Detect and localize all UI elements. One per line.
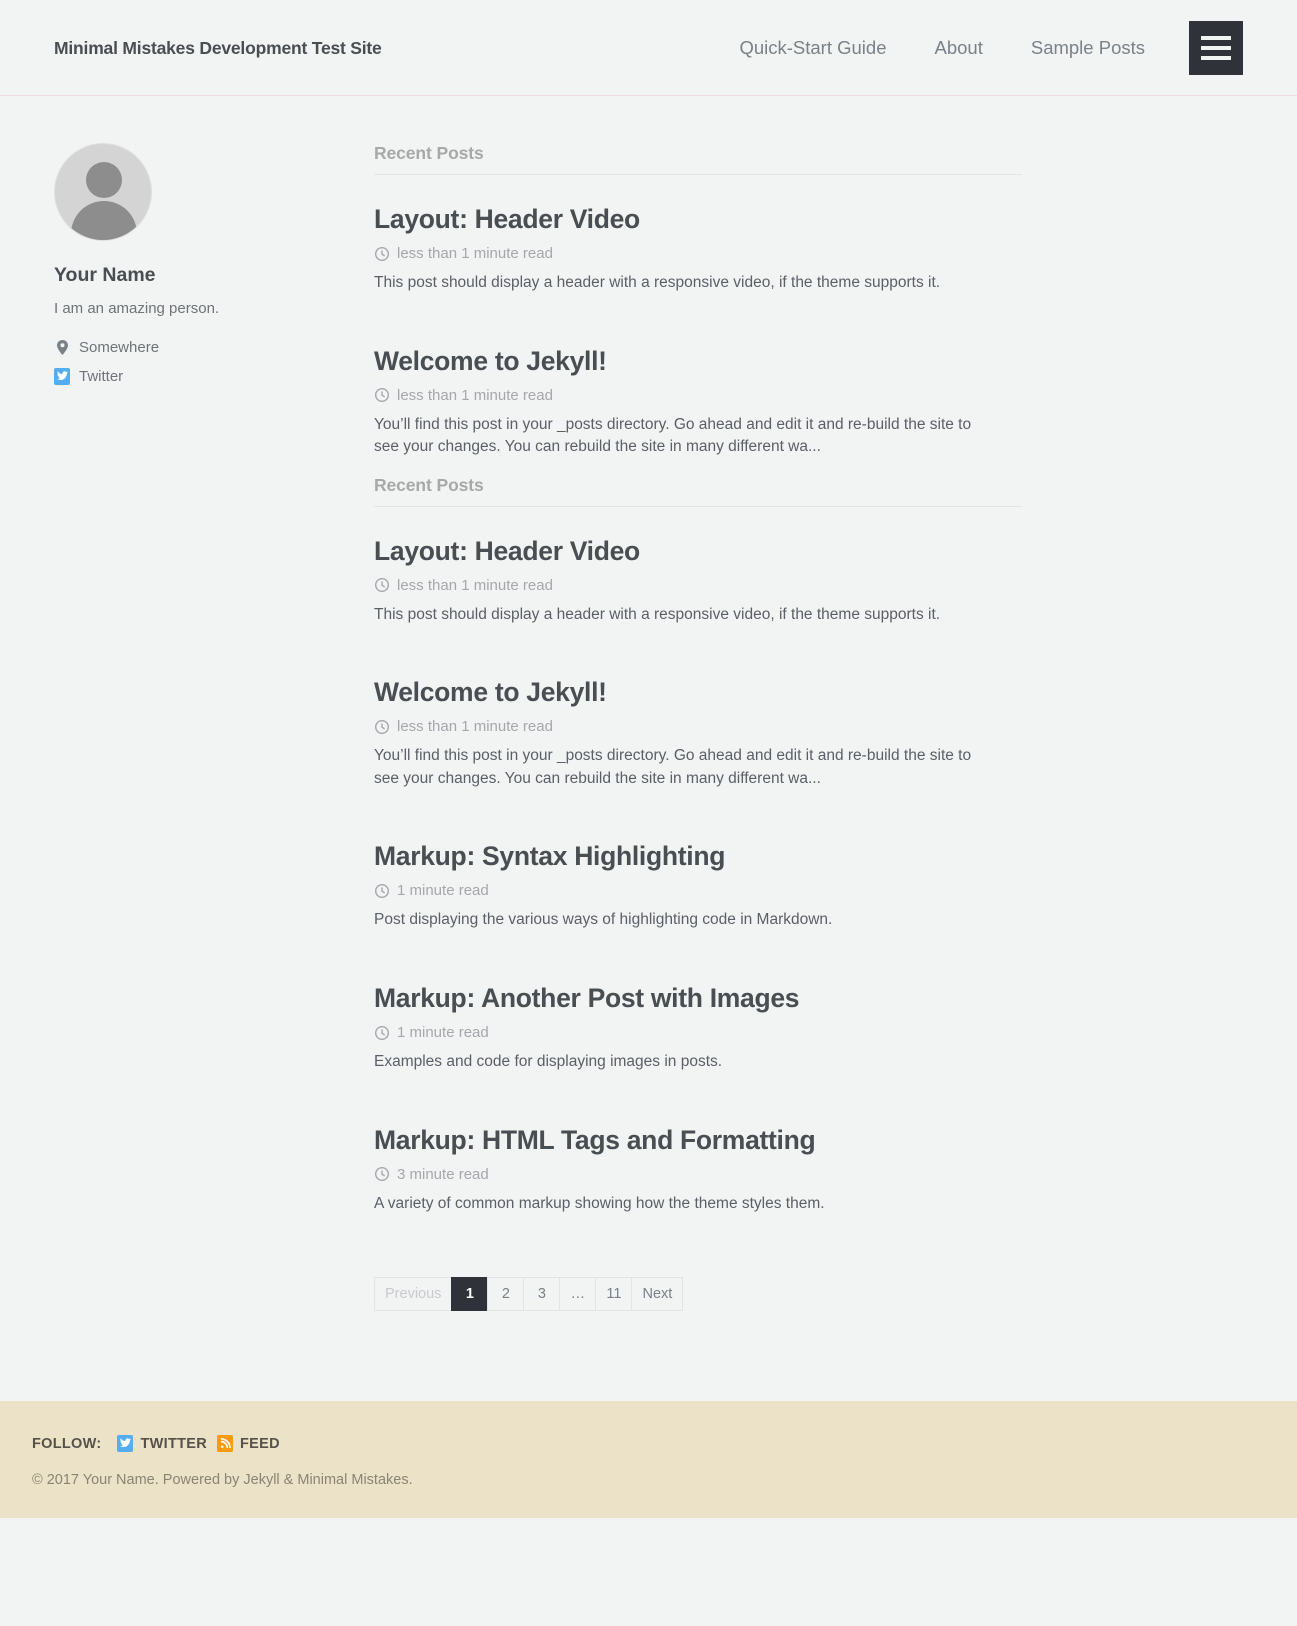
post-list-item [374,175,1022,295]
post-title[interactable] [374,982,1022,1015]
post-title-link[interactable]: Welcome to Jekyll! [374,345,607,376]
post-title[interactable] [374,203,1022,236]
footer-follow-row [32,1435,1285,1452]
avatar-body [71,201,137,241]
twitter-icon [117,1435,133,1452]
avatar-placeholder-icon [54,143,152,241]
post-meta [374,718,1022,735]
section-title-recent-posts-1: Recent Posts [374,143,484,163]
post-meta [374,1024,1022,1041]
hamburger-menu-icon[interactable] [1189,21,1243,75]
hamburger-bar [1201,46,1231,50]
primary-nav [715,37,1169,59]
footer-link-twitter[interactable] [117,1435,207,1452]
site-title[interactable]: Minimal Mistakes Development Test Site [54,37,382,58]
post-read-time: 1 minute read [397,882,489,900]
nav-item-about[interactable]: About [934,37,983,58]
clock-icon [374,388,390,402]
post-read-time: less than 1 minute read [397,245,553,263]
pagination-page-3[interactable]: 3 [523,1277,559,1311]
main-content [342,96,1022,1401]
pagination-previous: Previous [374,1277,451,1311]
post-list-item [374,812,1022,932]
post-title[interactable] [374,1124,1022,1157]
post-meta [374,577,1022,594]
location-pin-icon [54,340,70,355]
post-title[interactable] [374,345,1022,378]
post-read-time: less than 1 minute read [397,576,553,594]
post-title[interactable] [374,676,1022,709]
post-excerpt: A variety of common markup showing how the theme styles them. [374,1194,825,1212]
post-meta [374,1166,1022,1183]
post-meta [374,387,1022,404]
post-list-item [374,317,1022,459]
footer-link-feed[interactable] [217,1435,280,1452]
nav-item-sample-posts[interactable]: Sample Posts [1030,37,1145,58]
post-list-item [374,954,1022,1074]
post-read-time: less than 1 minute read [397,718,553,736]
post-title[interactable] [374,840,1022,873]
author-twitter[interactable] [54,368,342,385]
post-title[interactable] [374,535,1022,568]
clock-icon [374,720,390,734]
post-title-link[interactable]: Layout: Header Video [374,204,640,234]
author-location-label: Somewhere [79,339,160,356]
post-excerpt: Post displaying the various ways of highlighting code in Markdown. [374,911,833,929]
avatar-head [86,162,122,198]
post-read-time: 1 minute read [397,1024,489,1042]
post-read-time: 3 minute read [397,1165,489,1183]
post-title-link[interactable]: Markup: Syntax Highlighting [374,841,726,872]
clock-icon [374,884,390,898]
footer-link-feed-label: FEED [240,1435,280,1452]
clock-icon [374,1026,390,1040]
masthead [0,0,1297,96]
clock-icon [374,578,390,592]
page-wrap [22,96,1275,1401]
author-twitter-label[interactable]: Twitter [79,368,124,385]
rss-feed-icon [217,1435,233,1452]
footer-link-twitter-label: TWITTER [140,1435,208,1452]
post-title-link[interactable]: Markup: HTML Tags and Formatting [374,1124,816,1155]
hamburger-bar [1201,36,1231,40]
author-name: Your Name [54,264,156,286]
follow-label: FOLLOW: [32,1435,102,1452]
pagination-page-2[interactable]: 2 [487,1277,523,1311]
post-excerpt: You’ll find this post in your _posts directory. Go ahead and edit it and re-build the site to see your changes. You can rebuild the site in many different wa... [374,415,972,456]
pagination-page-11[interactable]: 11 [595,1277,631,1311]
nav-item-quick-start-guide[interactable]: Quick-Start Guide [739,37,887,58]
author-bio: I am an amazing person. [54,300,220,317]
author-meta-list [54,339,342,385]
pagination [374,1277,1022,1311]
post-list-item [374,1096,1022,1216]
post-title-link[interactable]: Layout: Header Video [374,535,640,566]
post-list-item [374,648,1022,790]
author-sidebar [54,96,342,397]
post-title-link[interactable]: Markup: Another Post with Images [374,982,800,1013]
post-meta [374,882,1022,899]
twitter-icon [54,368,70,385]
post-meta [374,245,1022,262]
post-list-item [374,507,1022,627]
post-title-link[interactable]: Welcome to Jekyll! [374,677,607,708]
site-footer [0,1401,1297,1518]
author-location [54,339,342,356]
post-excerpt: You’ll find this post in your _posts directory. Go ahead and edit it and re-build the site to see your changes. You can rebuild the site in many different wa... [374,747,972,787]
post-excerpt: Examples and code for displaying images in posts. [374,1053,723,1071]
section-title-recent-posts-2: Recent Posts [374,474,484,495]
post-read-time: less than 1 minute read [397,386,553,404]
pagination-ellipsis: … [559,1277,595,1311]
clock-icon [374,1167,390,1181]
post-excerpt: This post should display a header with a responsive video, if the theme supports it. [374,274,941,292]
post-excerpt: This post should display a header with a responsive video, if the theme supports it. [374,605,941,623]
pagination-next[interactable]: Next [631,1277,683,1311]
hamburger-bar [1201,56,1231,60]
clock-icon [374,247,390,261]
pagination-page-1[interactable]: 1 [451,1277,487,1311]
footer-copyright: © 2017 Your Name. Powered by Jekyll & Minimal Mistakes. [32,1472,413,1489]
